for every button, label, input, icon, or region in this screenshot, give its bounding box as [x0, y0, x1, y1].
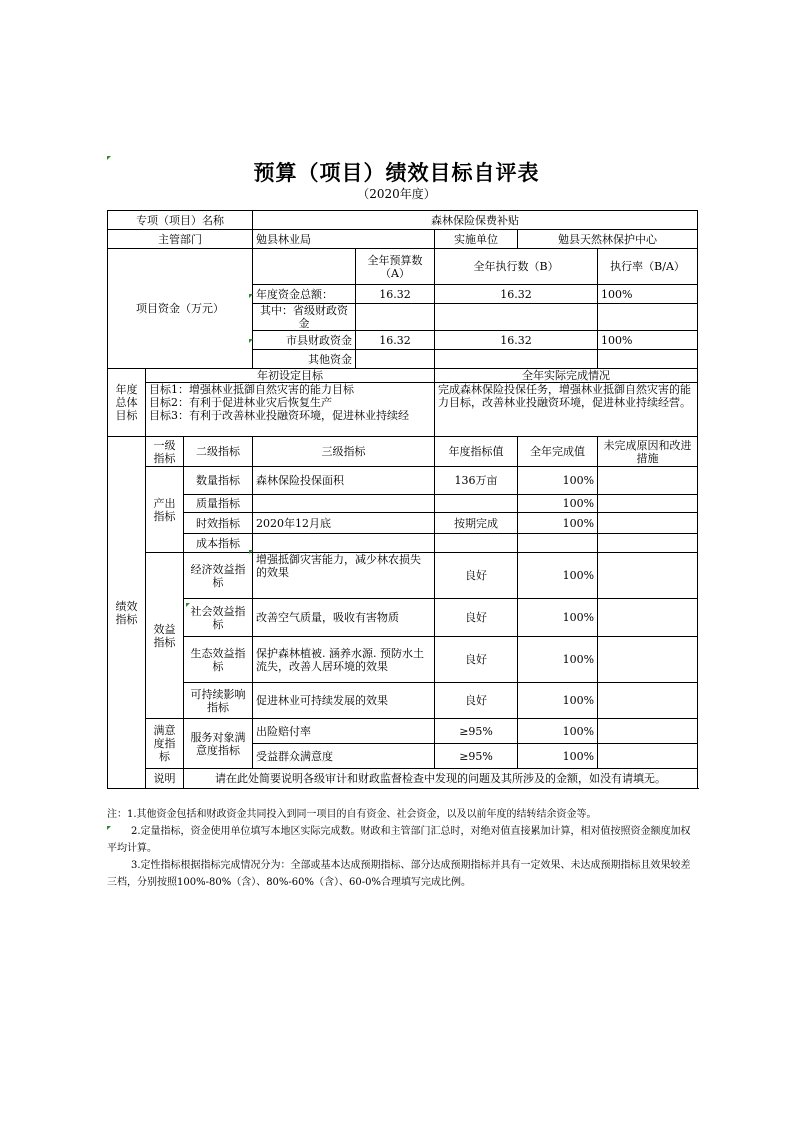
ind-l3: 森林保险投保面积: [253, 467, 435, 495]
ind-target: ≥95%: [435, 719, 518, 744]
ind-done: [518, 534, 598, 553]
cell-corner-mark: [249, 550, 253, 554]
funds-row-exec: [435, 304, 598, 331]
funds-row-label: 其中：省级财政资金: [253, 304, 356, 331]
ind-l2: 可持续影响指标: [184, 683, 253, 719]
ind-l3: 受益群众满意度: [253, 744, 435, 769]
ind-l2: 质量指标: [184, 495, 253, 513]
ind-l2: 成本指标: [184, 534, 253, 553]
footnote: 3.定性指标根据指标完成情况分为：全部或基本达成预期指标、部分达成预期指标并具有一定效果、未达成预期指标且效果较差三档，分别按照100%-80%（含）、80%-60%（含）、60-0%合理填写完成比例。: [107, 860, 691, 888]
ind-head-l1: 一级指标: [146, 437, 184, 467]
ind-l3: 改善空气质量，吸收有害物质: [253, 599, 435, 637]
ind-l1-output: 产出指标: [146, 467, 184, 553]
goals-done: 完成森林保险投保任务，增强林业抵御自然灾害的能力目标，改善林业投融资环境，促进林业持续经营。: [435, 383, 698, 437]
ind-done: 100%: [518, 599, 598, 637]
ind-done: 100%: [518, 495, 598, 513]
unit-label: 实施单位: [435, 230, 518, 249]
ind-head-l3: 三级指标: [253, 437, 435, 467]
ind-l2: 数量指标: [184, 467, 253, 495]
note-corner-mark: [107, 826, 111, 830]
project-name-label: 专项（项目）名称: [108, 211, 253, 230]
goal-target: 目标2：有利于促进林业灾后恢复生产: [149, 396, 332, 409]
ind-target: 136万亩: [435, 467, 518, 495]
footnotes: [107, 806, 697, 891]
project-name-value: 森林保险保费补贴: [253, 211, 698, 230]
funds-row-rate: [598, 350, 698, 369]
ind-head-target: 年度指标值: [435, 437, 518, 467]
cell-corner-mark: [249, 339, 253, 343]
ind-l2: 生态效益指标: [184, 637, 253, 683]
dept-value: 勉县林业局: [253, 230, 435, 249]
page-subtitle: （2020年度）: [357, 187, 436, 201]
funds-row-rate: 100%: [598, 331, 698, 350]
ind-l1-satisfaction: 满意度指标: [146, 719, 184, 769]
ind-reason: [598, 553, 698, 599]
funds-row-budget: [356, 350, 435, 369]
ind-done: 100%: [518, 513, 598, 534]
funds-row-budget: [356, 304, 435, 331]
funds-head-budget: 全年预算数（A）: [356, 249, 435, 285]
ind-reason: [598, 744, 698, 769]
ind-reason: [598, 683, 698, 719]
ind-head-l2: 二级指标: [184, 437, 253, 467]
ind-target: 良好: [435, 599, 518, 637]
ind-done: 100%: [518, 553, 598, 599]
goal-target: 目标3：有利于改善林业投融资环境，促进林业持续经: [149, 409, 409, 422]
goals-side-label: 年度总体目标: [108, 369, 146, 437]
funds-row-exec: 16.32: [435, 331, 598, 350]
ind-target: [435, 495, 518, 513]
ind-l2: 社会效益指标: [184, 599, 253, 637]
ind-done: 100%: [518, 744, 598, 769]
ind-target: 按期完成: [435, 513, 518, 534]
cell-corner-mark: [186, 603, 190, 607]
ind-done: 100%: [518, 467, 598, 495]
funds-row-exec: 16.32: [435, 285, 598, 304]
ind-l2: 时效指标: [184, 513, 253, 534]
goals-head-done: 全年实际完成情况: [435, 369, 698, 383]
ind-head-reason: 未完成原因和改进措施: [598, 437, 698, 467]
cell-corner-mark: [249, 294, 253, 298]
page-title: 预算（项目）绩效目标自评表: [253, 160, 540, 185]
ind-l2: 经济效益指标: [184, 553, 253, 599]
funds-row-label: 市县财政资金: [253, 331, 356, 350]
ind-l3: 促进林业可持续发展的效果: [253, 683, 435, 719]
funds-row-budget: 16.32: [356, 331, 435, 350]
ind-target: 良好: [435, 637, 518, 683]
remark-text: 请在此处简要说明各级审计和财政监督检查中发现的问题及其所涉及的金额，如没有请填无。: [184, 769, 698, 789]
ind-done: 100%: [518, 683, 598, 719]
funds-row-label: 其他资金: [253, 350, 356, 369]
funds-row-rate: 100%: [598, 285, 698, 304]
ind-head-done: 全年完成值: [518, 437, 598, 467]
ind-done: 100%: [518, 719, 598, 744]
funds-row-label: 年度资金总额：: [253, 285, 356, 304]
dept-label: 主管部门: [108, 230, 253, 249]
ind-reason: [598, 719, 698, 744]
ind-l3: 出险赔付率: [253, 719, 435, 744]
ind-reason: [598, 599, 698, 637]
ind-reason: [598, 637, 698, 683]
funds-row-budget: 16.32: [356, 285, 435, 304]
ind-l3: 增强抵御灾害能力，减少林农损失的效果: [253, 553, 435, 599]
ind-target: ≥95%: [435, 744, 518, 769]
ind-l1-benefit: 效益指标: [146, 553, 184, 719]
goal-target: 目标1：增强林业抵御自然灾害的能力目标: [149, 383, 354, 396]
ind-target: [435, 534, 518, 553]
ind-reason: [598, 513, 698, 534]
ind-l3: [253, 495, 435, 513]
ind-target: 良好: [435, 553, 518, 599]
ind-l3: 保护森林植被. 涵养水源. 预防水土流失，改善人居环境的效果: [253, 637, 435, 683]
goals-head-set: 年初设定目标: [146, 369, 435, 383]
ind-reason: [598, 467, 698, 495]
footnote: 2.定量指标，资金使用单位填写本地区实际完成数。财政和主管部门汇总时，对绝对值直接累加计算，相对值按照资金额度加权平均计算。: [107, 826, 691, 854]
ind-l3: 2020年12月底: [253, 513, 435, 534]
goals-targets-cell: [146, 383, 435, 437]
unit-value: 勉县天然林保护中心: [518, 230, 698, 249]
ind-target: 良好: [435, 683, 518, 719]
funds-label: 项目资金（万元）: [108, 249, 253, 369]
ind-done: 100%: [518, 637, 598, 683]
ind-l3: [253, 534, 435, 553]
ind-l2-satisfaction: 服务对象满意度指标: [184, 719, 253, 769]
ind-reason: [598, 534, 698, 553]
remark-label: 说明: [146, 769, 184, 789]
ind-reason: [598, 495, 698, 513]
funds-head-rate: 执行率（B/A）: [598, 249, 698, 285]
funds-head-exec: 全年执行数（B）: [435, 249, 598, 285]
funds-row-rate: [598, 304, 698, 331]
indicators-side-label: 绩效指标: [108, 437, 146, 789]
footnote: 注：1.其他资金包括和财政资金共同投入到同一项目的自有资金、社会资金，以及以前年度的结转结余资金等。: [107, 809, 597, 820]
evaluation-table: [107, 210, 698, 789]
funds-row-exec: [435, 350, 598, 369]
funds-blank: [253, 249, 356, 285]
